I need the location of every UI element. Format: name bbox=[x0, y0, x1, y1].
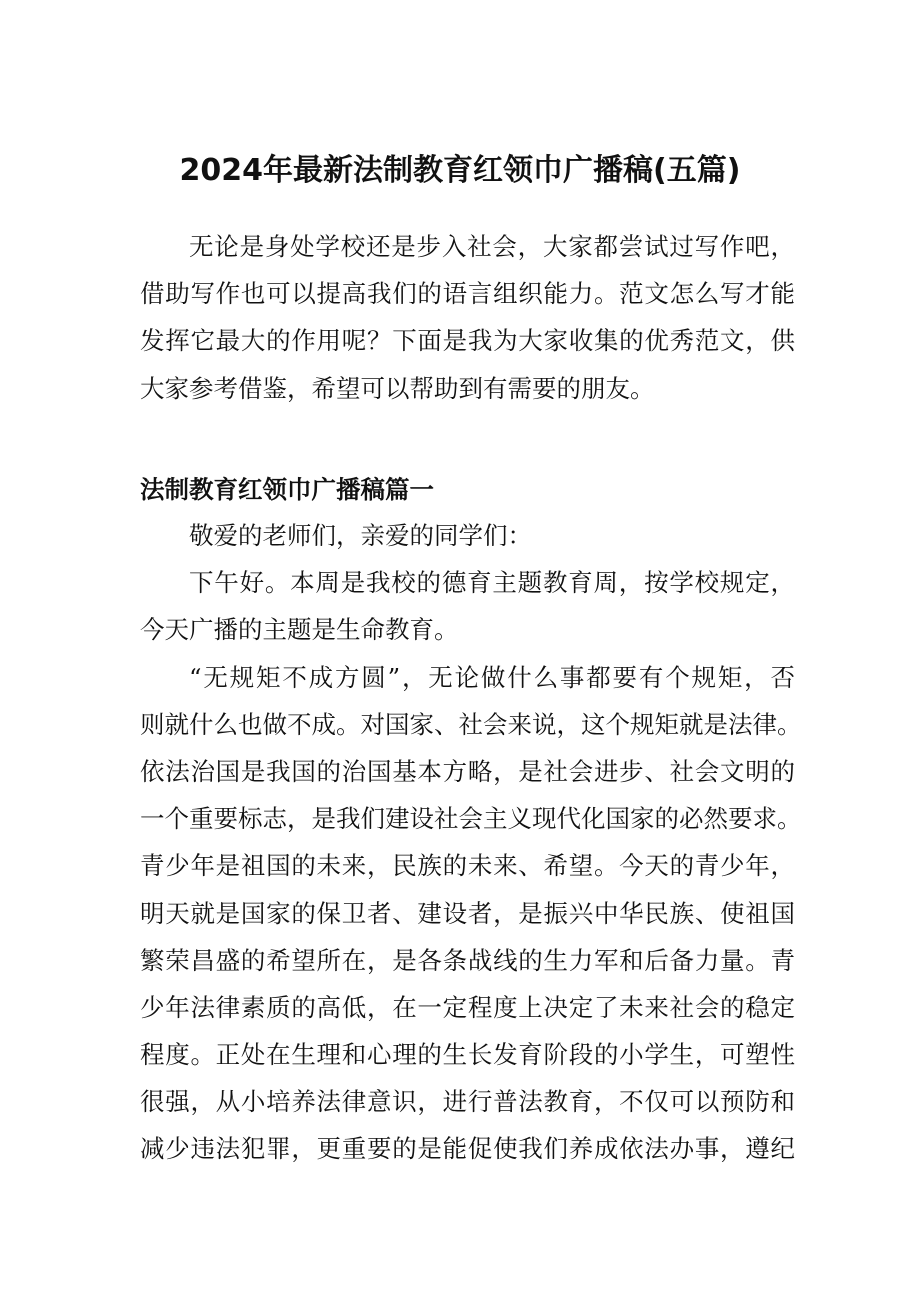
article-line: 减少违法犯罪，更重要的是能促使我们养成依法办事，遵纪 bbox=[140, 1134, 795, 1164]
section-heading: 法制教育红领巾广播稿篇一 bbox=[140, 475, 434, 504]
salutation-line: 敬爱的老师们，亲爱的同学们： bbox=[189, 521, 532, 550]
article-line: 一个重要标志，是我们建设社会主义现代化国家的必然要求。 bbox=[140, 804, 802, 834]
article-line: 今天广播的主题是生命教育。 bbox=[140, 615, 459, 645]
article-line: 程度。正处在生理和心理的生长发育阶段的小学生，可塑性 bbox=[140, 1040, 795, 1070]
article-line: 则就什么也做不成。对国家、社会来说，这个规矩就是法律。 bbox=[140, 709, 802, 739]
intro-line: 发挥它最大的作用呢？下面是我为大家收集的优秀范文，供 bbox=[140, 326, 795, 356]
intro-line: 无论是身处学校还是步入社会，大家都尝试过写作吧， bbox=[189, 232, 795, 261]
article-line: 很强，从小培养法律意识，进行普法教育，不仅可以预防和 bbox=[140, 1087, 795, 1117]
article-line: 下午好。本周是我校的德育主题教育周，按学校规定， bbox=[189, 568, 795, 598]
intro-line: 借助写作也可以提高我们的语言组织能力。范文怎么写才能 bbox=[140, 279, 795, 309]
document-title: 2024年最新法制教育红领巾广播稿(五篇) bbox=[179, 153, 741, 188]
article-line: 少年法律素质的高低，在一定程度上决定了未来社会的稳定 bbox=[140, 992, 795, 1022]
article-body bbox=[140, 512, 802, 1173]
article-line: “无规矩不成方圆”，无论做什么事都要有个规矩，否 bbox=[189, 662, 795, 692]
intro-paragraph bbox=[140, 223, 795, 412]
intro-line: 大家参考借鉴，希望可以帮助到有需要的朋友。 bbox=[140, 373, 655, 403]
article-line: 明天就是国家的保卫者、建设者，是振兴中华民族、使祖国 bbox=[140, 898, 795, 928]
article-line: 青少年是祖国的未来，民族的未来、希望。今天的青少年， bbox=[140, 851, 795, 881]
article-line: 繁荣昌盛的希望所在，是各条战线的生力军和后备力量。青 bbox=[140, 945, 795, 975]
article-line: 依法治国是我国的治国基本方略，是社会进步、社会文明的 bbox=[140, 756, 795, 786]
